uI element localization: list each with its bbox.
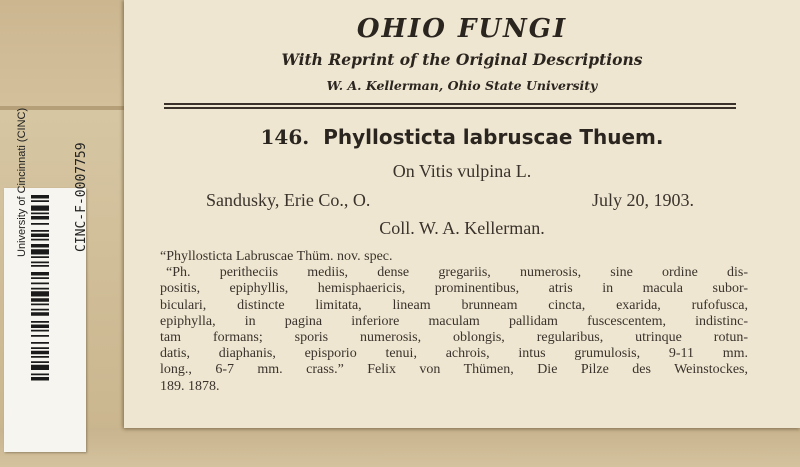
background-sheet-bottom-edge	[0, 428, 800, 467]
barcode-bar	[31, 304, 49, 306]
background-sheet-top	[0, 0, 130, 110]
barcode-bar	[31, 309, 49, 311]
barcode-bar	[31, 291, 49, 296]
description-line: tam formans; sporis numerosis, oblongis, regularibus, utrinque rotun-	[160, 330, 748, 346]
collection-date: July 20, 1903.	[591, 190, 694, 210]
barcode-bar	[31, 223, 49, 225]
label-author: W. A. Kellerman, Ohio State University	[326, 78, 598, 93]
description-line: “Phyllosticta Labruscae Thüm. nov. spec.	[160, 249, 393, 264]
barcode-bar	[31, 256, 49, 258]
barcode-bar	[31, 356, 49, 358]
barcode-bar	[31, 272, 49, 276]
barcode-bar	[31, 262, 49, 264]
barcode-bar	[31, 330, 49, 332]
collector: Coll. W. A. Kellerman.	[379, 218, 545, 238]
barcode-bar	[31, 365, 49, 370]
description-line: biculari, distincte limitata, lineam brunneam cincta, exarida, rufofusca,	[160, 297, 748, 313]
barcode-bar	[31, 249, 49, 254]
barcode-bar	[31, 216, 49, 220]
barcode-bar	[31, 239, 49, 241]
description-line: 189. 1878.	[160, 378, 220, 394]
barcode-bar	[31, 244, 49, 248]
specimen-label	[124, 0, 800, 428]
description-line: epiphylla, in pagina inferiore maculam pallidam fuscescentem, indistinc-	[160, 313, 748, 329]
sticker-institution: University of Cincinnati (CINC)	[16, 107, 28, 257]
specimen-number: 146.	[260, 125, 310, 149]
barcode-bar	[31, 361, 49, 363]
barcode-bar	[31, 265, 49, 267]
barcode-bar	[31, 374, 49, 376]
catalog-number: CINC-F-0007759	[74, 142, 89, 252]
collection-locality: Sandusky, Erie Co., O.	[206, 190, 371, 210]
barcode-bar	[31, 200, 49, 202]
species-heading	[124, 125, 800, 149]
original-description	[160, 249, 748, 395]
barcode-bar	[31, 347, 49, 349]
header-divider-bottom	[164, 107, 736, 109]
barcode-bar	[31, 277, 49, 279]
barcode-bar	[31, 195, 49, 199]
barcode-bar	[31, 312, 49, 316]
description-line: long., 6-7 mm. crass.” Felix von Thümen, Die Pilze des Weinstockes,	[160, 362, 748, 378]
barcode-bar	[31, 325, 49, 329]
header-divider-top	[164, 103, 736, 105]
label-subtitle: With Reprint of the Original Descriptions	[281, 50, 643, 69]
description-line: “Ph. peritheciis mediis, dense gregariis, numerosis, sine ordine dis-	[166, 265, 748, 281]
barcode-bar	[31, 377, 49, 381]
barcode-bar	[31, 213, 49, 215]
host-plant: On Vitis vulpina L.	[392, 161, 532, 181]
species-name: Phyllosticta labruscae Thuem.	[323, 125, 664, 149]
barcode-bar	[31, 298, 49, 302]
description-line: datis, diaphanis, episporio tenui, achrois, intus grumulosis, 9-11 mm.	[160, 346, 748, 362]
barcode-image	[31, 195, 49, 443]
label-title: OHIO FUNGI	[356, 14, 568, 44]
description-line: positis, epiphyllis, hemisphaericis, prominentibus, atris in macula subor-	[160, 281, 748, 297]
barcode-bar	[31, 321, 49, 323]
barcode-bar	[31, 342, 49, 344]
barcode-bar	[31, 230, 49, 232]
barcode-bar	[31, 288, 49, 290]
barcode-bar	[31, 351, 49, 355]
barcode-bar	[31, 206, 49, 211]
barcode-bar	[31, 335, 49, 337]
barcode-bar	[31, 234, 49, 238]
barcode-bar	[31, 283, 49, 285]
